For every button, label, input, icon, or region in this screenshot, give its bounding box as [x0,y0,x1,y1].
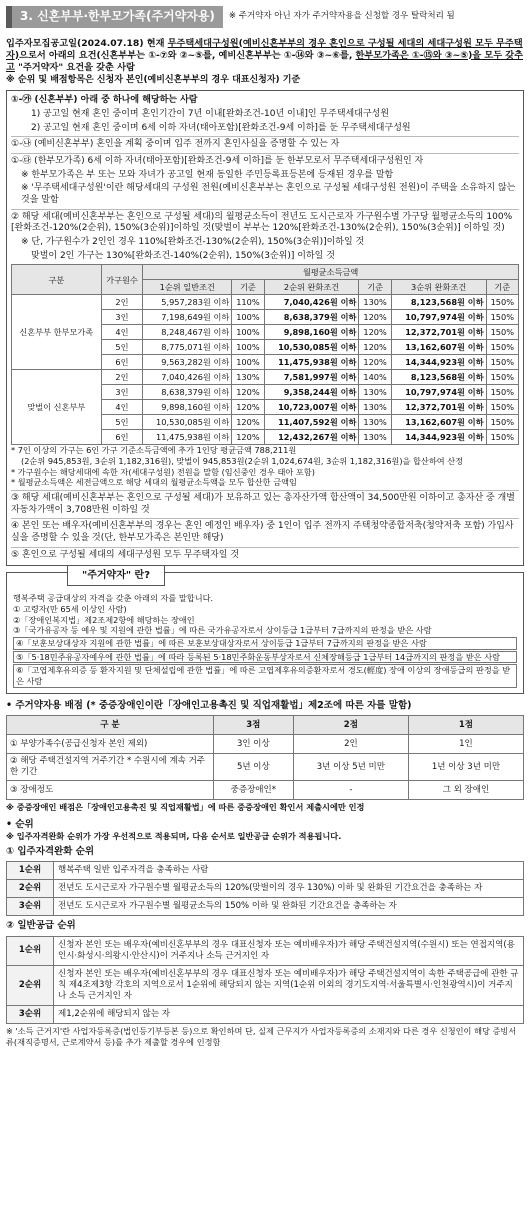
income-table: 구분 가구원수 월평균소득금액 1순위 일반조건 기준 2순위 완화조건 기준 3순위 완화조건 기준 신혼부부 한부모가족 2인 5,957,283원 이하 110% 7,040,426원 이하 130% 8,123,568원 이하 150% 3인 7,198,649원 이하 100% 8,638,379원 이하 120% 10,797,974원 이하 150% 4인 8,248,467원 이하 100% 9,898,160원 이하 120% 12,372,701원 이하 150% 5인 8,775,071원 이하 100% 10,530,085원 이하 120% 13,162,607원 이하 150% 6인 9,563,282원 이하 100% 11,475,938원 이하 120% 14,344,923원 이하 150% 맞벌이 신혼부부 2인 7,040,426원 이하 130% 7,581,997원 이하 140% 8,123,568원 이하 150% 3인 8,638,379원 이하 120% 9,358,244원 이하 130% 10,797,974원 이하 150% 4인 9,898,160원 이하 120% 10,723,007원 이하 130% 12,372,701원 이하 150% 5인 10,530,085원 이하 120% 11,407,592원 이하 130% 13,162,607원 이하 150% 6인 11,475,938원 이하 120% 12,432,267원 이하 130% 14,344,923원 이하 150% [11,264,519,445]
points-cell: 1년 이상 3년 미만 [408,754,523,781]
income-cell: 150% [486,340,518,355]
income-cell: 150% [486,325,518,340]
header-note: ※ 주거약자 아닌 자가 주거약자용을 신청할 경우 탈락처리 됨 [228,11,455,22]
criteria-prenewlywed: ①-㉯ (예비신혼부부) 혼인을 계획 중이며 입주 전까지 혼인사실을 증명할 수 있는 자 [11,136,519,151]
points-cell: 3인 이상 [213,735,293,754]
income-cell: 150% [486,310,518,325]
income-cell: 6인 [101,430,143,445]
points-row [7,781,524,800]
rank-note: ※ 입주자격완화 순위가 가장 우선적으로 적용되며, 다음 순서로 일반공급 순위가 적용됩니다. [6,831,342,842]
income-cell: 7,581,997원 이하 [264,370,359,385]
income-cell: 2인 [101,295,143,310]
income-cell: 12,372,701원 이하 [391,325,486,340]
income-cell: 3인 [101,310,143,325]
income-cell: 150% [486,415,518,430]
points-header: 3점 [213,716,293,735]
income-cell: 120% [359,325,391,340]
income-cell: 4인 [101,325,143,340]
income-cell: 10,530,085원 이하 [143,415,232,430]
criteria-nohome: ⑤ 혼인으로 구성될 세대의 세대구성원 모두 무주택자일 것 [11,547,519,562]
income-cell: 6인 [101,355,143,370]
note-7plus: * 7인 이상의 가구는 6인 가구 기준소득금액에 추가 1인당 평균금액 788,211원 [11,445,297,456]
income-cell: 2인 [101,370,143,385]
points-cell: 3년 이상 5년 미만 [293,754,408,781]
points-note: ※ 중증장애인 배점은「장애인고용촉진 및 직업재활법」에 따른 중증장애인 확인서 제출시에만 인정 [6,802,365,813]
income-cell: 110% [232,295,264,310]
income-cell: 5인 [101,415,143,430]
income-cell: 11,475,938원 이하 [264,355,359,370]
income-cell: 10,723,007원 이하 [264,400,359,415]
income-cell: 150% [486,295,518,310]
criteria-assets: ③ 해당 세대(예비신혼부부는 혼인으로 구성될 세대)가 보유하고 있는 총자산가액 합산액이 34,500만원 이하이고 총자산 중 개별 자동차가액이 3,708만원 이하일 것 [11,490,519,516]
income-cell: 120% [359,340,391,355]
income-cell: 10,530,085원 이하 [264,340,359,355]
income-cell: 8,775,071원 이하 [143,340,232,355]
income-cell: 9,563,282원 이하 [143,355,232,370]
rank-row [7,1005,524,1023]
rank-label: 3순위 [7,1005,54,1023]
income-cell: 150% [486,385,518,400]
income-cell: 4인 [101,400,143,415]
income-cell: 8,123,568원 이하 [391,295,486,310]
income-cell: 13,162,607원 이하 [391,415,486,430]
rank-row [7,880,524,898]
section-title: 3. 신혼부부·한부모가족(주거약자용) [6,6,223,28]
income-cell: 100% [232,355,264,370]
rank-foot: ※ '소득 근거지'란 사업자등록증(법인등기부등본 등)으로 확인하며 단, 실제 근무지가 사업자등록증의 소재지와 다른 경우 신청인이 해당 증빙서류(재직증명서, 근로계약서 등)를 추가 제출할 경우에 인정함 [6,1025,517,1047]
intro-paragraph: 입주자모집공고일(2024.07.18) 현재 무주택세대구성원(예비신혼부부의 경우 혼인으로 구성될 세대의 세대구성원 모두 무주택자)으로서 아래의 요건(신혼부부는 ①-⑦와 ②~⑤를, 예비신혼부부는 ①-⑭와 ③~⑥를, 한부모가족은 ①-⑮와 ③~⑤)을 모두 갖추고 "주거약자" 요건을 갖춘 사람 [6,37,524,73]
income-cell: 9,898,160원 이하 [264,325,359,340]
income-cell: 9,898,160원 이하 [143,400,232,415]
income-cell: 11,475,938원 이하 [143,430,232,445]
rank-label: 2순위 [7,880,54,898]
points-cell: 그 외 장애인 [408,781,523,800]
income-cell: 130% [359,295,391,310]
points-cell: - [293,781,408,800]
rank-relaxed-table [6,861,524,916]
income-cell: 7,198,649원 이하 [143,310,232,325]
income-cell: 12,432,267원 이하 [264,430,359,445]
income-cell: 100% [232,310,264,325]
points-row [7,754,524,781]
income-group-label: 맞벌이 신혼부부 [12,370,102,445]
points-header: 구 분 [7,716,214,735]
rank-row [7,898,524,916]
points-cell: 중증장애인* [213,781,293,800]
income-cell: 120% [232,400,264,415]
income-cell: 150% [486,430,518,445]
housing-weak-box: "주거약자" 란? 행복주택 공급대상의 자격을 갖춘 아래의 자를 말합니다. ① 고령자(만 65세 이상인 사람) ②「장애인복지법」제2조제2항에 해당하는 장애인 ③「국가유공자 등 예우 및 지원에 관한 법률」에 따른 국가유공자로서 상이등급 1급부터 7급까지의 판정을 받은 사람 ④「보훈보상대상자 지원에 관한 법률」에 따른 보훈보상대상자로서 상이등급 1급부터 7급까지의 판정을 받은 사람 ⑤「5·18민주유공자예우에 관한 법률」에 따라 등록된 5·18민주화운동부상자로서 신체장해등급 1급부터 14급까지의 판정을 받은 사람 ⑥「고엽제후유의증 등 환자지원 및 단체설립에 관한 법률」에 따른 고엽제후유의증환자로서 경도(輕度) 장애 이상의 장애등급의 판정을 받은 사람 [6,572,524,693]
income-group-label: 신혼부부 한부모가족 [12,295,102,370]
housing-weak-item: ②「장애인복지법」제2조제2항에 해당하는 장애인 [13,614,195,625]
income-cell: 10,797,974원 이하 [391,310,486,325]
points-cell: 5년 이상 [213,754,293,781]
income-row [12,370,519,385]
income-cell: 130% [359,385,391,400]
income-cell: 8,638,379원 이하 [264,310,359,325]
income-cell: 10,797,974원 이하 [391,385,486,400]
rank-relaxed-title: ① 입주자격완화 순위 [6,845,95,857]
intro-sub: ※ 순위 및 배점항목은 신청자 본인(예비신혼부부의 경우 대표신청자) 기준 [6,75,301,86]
criteria-singleparent: ①-㉰ (한부모가족) 6세 이하 자녀(태아포함)[완화조건-9세 이하]를 둔 한부모로서 무주택세대구성원인 자 [11,153,519,168]
income-cell: 13,162,607원 이하 [391,340,486,355]
income-cell: 7,040,426원 이하 [264,295,359,310]
income-cell: 8,248,467원 이하 [143,325,232,340]
points-cell: ③ 장애정도 [7,781,214,800]
rank-row [7,965,524,1005]
points-row [7,735,524,754]
points-cell: 1인 [408,735,523,754]
income-cell: 120% [232,430,264,445]
income-cell: 150% [486,370,518,385]
income-cell: 5,957,283원 이하 [143,295,232,310]
housing-weak-item: ④「보훈보상대상자 지원에 관한 법률」에 따른 보훈보상대상자로서 상이등급 1급부터 7급까지의 판정을 받은 사람 [13,637,517,650]
income-cell: 8,123,568원 이하 [391,370,486,385]
income-cell: 130% [359,415,391,430]
points-cell: ① 부양가족수(공급신청자 본인 제외) [7,735,214,754]
rank-label: 1순위 [7,862,54,880]
income-cell: 130% [232,370,264,385]
housing-weak-item: ⑤「5·18민주유공자예우에 관한 법률」에 따라 등록된 5·18민주화운동부상자로서 신체장해등급 1급부터 14급까지의 판정을 받은 사람 [13,651,517,664]
rank-row [7,862,524,880]
criteria-box: ①-㉮ (신혼부부) 아래 중 하나에 해당하는 사람 1) 공고일 현재 혼인 중이며 혼인기간이 7년 이내[완화조건-10년 이내]인 무주택세대구성원 2) 공고일 현재 혼인 중이며 6세 이하 자녀(태아포함)[완화조건-9세 이하]를 둔 무주택세대구성원 ①-㉯ (예비신혼부부) 혼인을 계획 중이며 입주 전까지 혼인사실을 증명할 수 있는 자 ①-㉰ (한부모가족) 6세 이하 자녀(태아포함)[완화조건-9세 이하]를 둔 한부모로서 무주택세대구성원인 자 ※ 한부모가족은 부 또는 모와 자녀가 공고일 현재 동일한 주민등록표등본에 등재된 경우를 말함 ※ '무주택세대구성원'이란 해당세대의 구성원 전원(예비신혼부부는 혼인으로 구성될 세대구성원 전원)이 주택을 소유하지 않는 것을 말함 ② 해당 세대(예비신혼부부는 혼인으로 구성될 세대)의 월평균소득이 전년도 도시근로자 가구원수별 가구당 월평균소득의 100%[완화조건-120%(2순위), 150%(3순위)]이하일 것(맞벌이 부부는 120%[완화조건-130%(2순위), 150%(3순위)] 이하일 것) ※ 단, 가구원수가 2인인 경우 110%[완화조건-130%(2순위), 150%(3순위)]이하일 것 맞벌이 2인 가구는 130%[완화조건-140%(2순위), 150%(3순위)] 이하일 것 구분 가구원수 월평균소득금액 1순위 일반조건 기준 2순위 완화조건 기준 3순위 완화조건 기준 신혼부부 한부모가족 2인 5,957,283원 이하 110% 7,040,426원 이하 130% 8,123,568원 이하 150% 3인 7,198,649원 이하 100% 8,638,379원 이하 120% 10,797,974원 이하 150% 4인 8,248,467원 이하 100% 9,898,160원 이하 120% 12,372,701원 이하 150% 5인 8,775,071원 이하 100% 10,530,085원 이하 120% 13,162,607원 이하 150% 6인 9,563,282원 이하 100% 11,475,938원 이하 120% 14,344,923원 이하 150% 맞벌이 신혼부부 2인 7,040,426원 이하 130% 7,581,997원 이하 140% 8,123,568원 이하 150% 3인 8,638,379원 이하 120% 9,358,244원 이하 130% 10,797,974원 이하 150% 4인 9,898,160원 이하 120% 10,723,007원 이하 130% 12,372,701원 이하 150% 5인 10,530,085원 이하 120% 11,407,592원 이하 130% 13,162,607원 이하 150% 6인 11,475,938원 이하 120% 12,432,267원 이하 130% 14,344,923원 이하 150% * 7인 이상의 가구는 6인 가구 기준소득금액에 추가 1인당 평균금액 788,211원 (2순위 945,853원, 3순위 1,182,316원), 맞벌이 945,853원(2순위 1,024,674원, 3순위 1,182,316원)을 합산하여 산정 * 가구원수는 해당세대에 속한 자(세대구성원) 전원을 말함 (임신중인 경우 태아 포함) * 월평균소득액은 세전금액으로 해당 세대의 월평균소득액을 모두 합산한 금액임 ③ 해당 세대(예비신혼부부는 혼인으로 구성될 세대)가 보유하고 있는 총자산가액 합산액이 34,500만원 이하이고 총자산 중 개별 자동차가액이 3,708만원 이하일 것 ④ 본인 또는 배우자(예비신혼부부의 경우는 혼인 예정인 배우자) 중 1인이 입주 전까지 주택청약종합저축(청약저축 포함) 가입사실을 증명할 수 있을 것(단, 한부모가족은 본인만 해당) ⑤ 혼인으로 구성될 세대의 세대구성원 모두 무주택자일 것 [6,90,524,566]
income-cell: 9,358,244원 이하 [264,385,359,400]
points-header: 2점 [293,716,408,735]
rank-desc: 행복주택 일반 입주자격을 충족하는 사람 [54,862,524,880]
income-cell: 14,344,923원 이하 [391,430,486,445]
income-cell: 5인 [101,340,143,355]
rank-title: • 순위 [6,818,34,830]
criteria-newlywed: ①-㉮ (신혼부부) 아래 중 하나에 해당하는 사람 [11,95,198,106]
housing-weak-item: ③「국가유공자 등 예우 및 지원에 관한 법률」에 따른 국가유공자로서 상이등급 1급부터 7급까지의 판정을 받은 사람 [13,625,432,636]
housing-weak-item: ⑥「고엽제후유의증 등 환자지원 및 단체설립에 관한 법률」에 따른 고엽제후유의증환자로서 경도(輕度) 장애 이상의 장애등급의 판정을 받은 사람 [13,664,517,687]
criteria-income: ② 해당 세대(예비신혼부부는 혼인으로 구성될 세대)의 월평균소득이 전년도 도시근로자 가구원수별 가구당 월평균소득의 100%[완화조건-120%(2순위), 150%(3순위)]이하일 것(맞벌이 부부는 120%[완화조건-130%(2순위), 150%(3순위)] 이하일 것) [11,209,519,235]
income-cell: 120% [232,415,264,430]
rank-general-title: ② 일반공급 순위 [6,920,76,932]
points-header: 1점 [408,716,523,735]
income-row [12,295,519,310]
income-cell: 3인 [101,385,143,400]
rank-desc: 전년도 도시근로자 가구원수별 월평균소득의 120%(맞벌이의 경우 130%) 이하 및 완화된 기간요건을 충족하는 자 [54,880,524,898]
points-table [6,715,524,800]
rank-desc: 전년도 도시근로자 가구원수별 월평균소득의 150% 이하 및 완화된 기간요건을 충족하는 자 [54,898,524,916]
income-cell: 130% [359,430,391,445]
points-cell: 2인 [293,735,408,754]
income-cell: 120% [359,355,391,370]
rank-desc: 제1,2순위에 해당되지 않는 자 [54,1005,524,1023]
section-header [6,6,524,28]
rank-general-table [6,936,524,1024]
income-cell: 12,372,701원 이하 [391,400,486,415]
income-cell: 100% [232,325,264,340]
income-cell: 150% [486,355,518,370]
rank-row [7,936,524,965]
rank-desc: 신청자 본인 또는 배우자(예비신혼부부의 경우 대표신청자 또는 예비배우자)가 해당 주택건설지역(수원시) 또는 연접지역(용인시·화성시·의왕시·안산시)이 거주지나 소득 근거지인 자 [54,936,524,965]
housing-weak-item: ① 고령자(만 65세 이상인 사람) [13,604,127,615]
rank-label: 3순위 [7,898,54,916]
income-cell: 150% [486,400,518,415]
income-cell: 120% [232,385,264,400]
points-cell: ② 해당 주택건설지역 거주기간 * 수원시에 계속 거주한 기간 [7,754,214,781]
income-cell: 100% [232,340,264,355]
income-cell: 14,344,923원 이하 [391,355,486,370]
income-cell: 8,638,379원 이하 [143,385,232,400]
income-cell: 120% [359,310,391,325]
criteria-savings: ④ 본인 또는 배우자(예비신혼부부의 경우는 혼인 예정인 배우자) 중 1인이 입주 전까지 주택청약종합저축(청약저축 포함) 가입사실을 증명할 수 있을 것(단, 한부모가족은 본인만 해당) [11,518,519,544]
housing-weak-title: "주거약자" 란? [67,565,165,586]
income-cell: 11,407,592원 이하 [264,415,359,430]
points-title: • 주거약자용 배점 (* 중증장애인이란「장애인고용촉진 및 직업재활법」제2조에 따른 자를 말함) [6,699,412,711]
rank-label: 1순위 [7,936,54,965]
income-cell: 7,040,426원 이하 [143,370,232,385]
income-cell: 140% [359,370,391,385]
income-cell: 130% [359,400,391,415]
rank-label: 2순위 [7,965,54,1005]
rank-desc: 신청자 본인 또는 배우자(예비신혼부부의 경우 대표신청자 또는 예비배우자)가 해당 주택건설지역이 속한 주택공급에 관한 규칙 제4조제3항 각호의 지역으로서 1순위에 해당되지 않는 지역(1순위 이외의 경기도지역·서울특별시·인천광역시)이 거주지나 소득 근거지인 자 [54,965,524,1005]
